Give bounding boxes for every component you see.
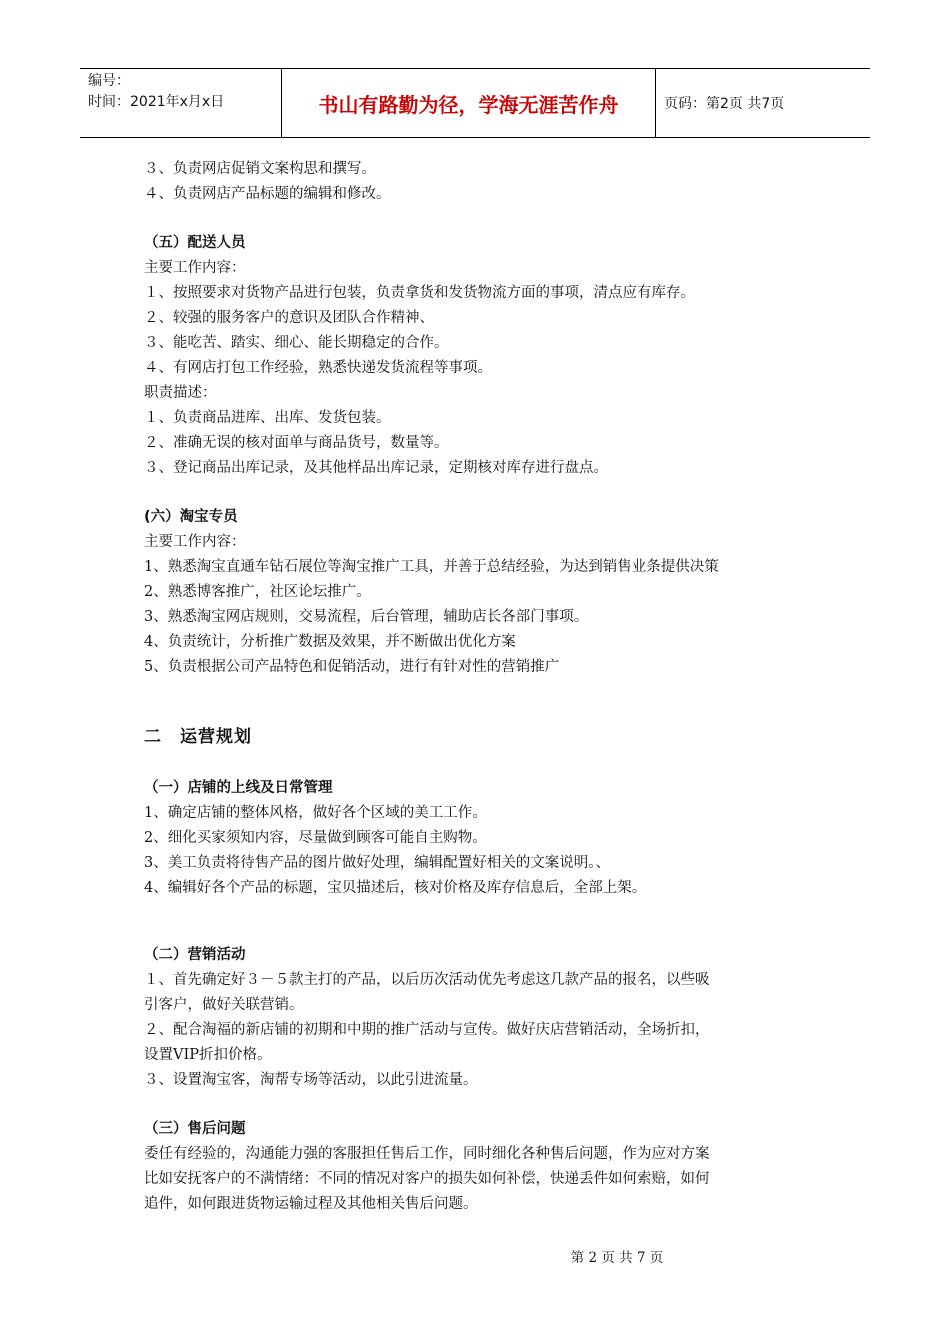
body-line: ３、设置淘宝客，淘帮专场等活动，以此引进流量。 [144, 1072, 478, 1088]
document-body [144, 157, 814, 1217]
section-heading: （三）售后问题 [144, 1121, 246, 1137]
body-line: 5、负责根据公司产品特色和促销活动，进行有针对性的营销推广 [144, 659, 560, 675]
doc-time-label: 时间：2021年x月x日 [88, 94, 225, 110]
body-line: 2、熟悉博客推广，社区论坛推广。 [144, 584, 371, 600]
header-motto-cell [282, 69, 656, 137]
body-line: １、负责商品进库、出库、发货包装。 [144, 410, 391, 426]
spacer [144, 680, 814, 722]
header-page-cell [656, 69, 870, 137]
body-line: 比如安抚客户的不满情绪：不同的情况对客户的损失如何补偿，快递丢件如何索赔，如何 [144, 1171, 710, 1187]
body-line: 引客户，做好关联营销。 [144, 997, 304, 1013]
body-line: 职责描述： [144, 385, 217, 401]
body-line: 4、编辑好各个产品的标题，宝贝描述后，核对价格及库存信息后，全部上架。 [144, 880, 647, 896]
spacer [144, 207, 814, 231]
section-heading: (六）淘宝专员 [144, 509, 238, 525]
body-line: ２、较强的服务客户的意识及团队合作精神、 [144, 310, 434, 326]
body-line: 追件，如何跟进货物运输过程及其他相关售后问题。 [144, 1196, 478, 1212]
body-line: 主要工作内容： [144, 260, 246, 276]
body-line: ４、负责网店产品标题的编辑和修改。 [144, 186, 391, 202]
body-line: 主要工作内容： [144, 534, 246, 550]
body-line: ３、负责网店促销文案构思和撰写。 [144, 161, 376, 177]
section-heading: （二）营销活动 [144, 947, 246, 963]
body-line: １、首先确定好３－５款主打的产品，以后历次活动优先考虑这几款产品的报名，以些吸 [144, 972, 710, 988]
doc-number-label: 编号： [88, 73, 130, 89]
body-line: 1、熟悉淘宝直通车钻石展位等淘宝推广工具，并善于总结经验，为达到销售业条提供决策 [144, 559, 719, 575]
body-line: 3、熟悉淘宝网店规则，交易流程，后台管理，辅助店长各部门事项。 [144, 609, 589, 625]
body-line: 2、细化买家须知内容，尽量做到顾客可能自主购物。 [144, 830, 487, 846]
page-number-label: 页码：第2页 共7页 [664, 96, 785, 112]
header-info-cell [80, 69, 282, 137]
chapter-title: 二 运营规划 [144, 727, 252, 747]
body-line: 4、负责统计，分析推广数据及效果，并不断做出优化方案 [144, 634, 516, 650]
body-line: ３、能吃苦、踏实、细心、能长期稳定的合作。 [144, 335, 449, 351]
body-line: ２、配合淘福的新店铺的初期和中期的推广活动与宣传。做好庆店营销活动，全场折扣， [144, 1022, 710, 1038]
body-line: 委任有经验的，沟通能力强的客服担任售后工作，同时细化各种售后问题，作为应对方案 [144, 1146, 710, 1162]
body-line: 3、美工负责将待售产品的图片做好处理，编辑配置好相关的文案说明。、 [144, 855, 610, 871]
spacer [144, 752, 814, 776]
spacer [144, 901, 814, 943]
footer-page-number: 第 2 页 共 7 页 [570, 1250, 664, 1266]
body-line: ２、准确无误的核对面单与商品货号，数量等。 [144, 435, 449, 451]
body-line: ４、有网店打包工作经验，熟悉快递发货流程等事项。 [144, 360, 492, 376]
page-footer [0, 1246, 950, 1266]
body-line: ３、登记商品出库记录，及其他样品出库记录，定期核对库存进行盘点。 [144, 460, 608, 476]
body-line: １、按照要求对货物产品进行包装，负责拿货和发货物流方面的事项，清点应有库存。 [144, 285, 695, 301]
section-heading: （一）店铺的上线及日常管理 [144, 780, 333, 796]
spacer [144, 481, 814, 505]
page-header [80, 68, 870, 138]
spacer [144, 1093, 814, 1117]
section-heading: （五）配送人员 [144, 235, 246, 251]
body-line: 设置VIP折扣价格。 [144, 1047, 272, 1063]
body-line: 1、确定店铺的整体风格，做好各个区域的美工工作。 [144, 805, 487, 821]
motto-text: 书山有路勤为径，学海无涯苦作舟 [318, 92, 619, 117]
